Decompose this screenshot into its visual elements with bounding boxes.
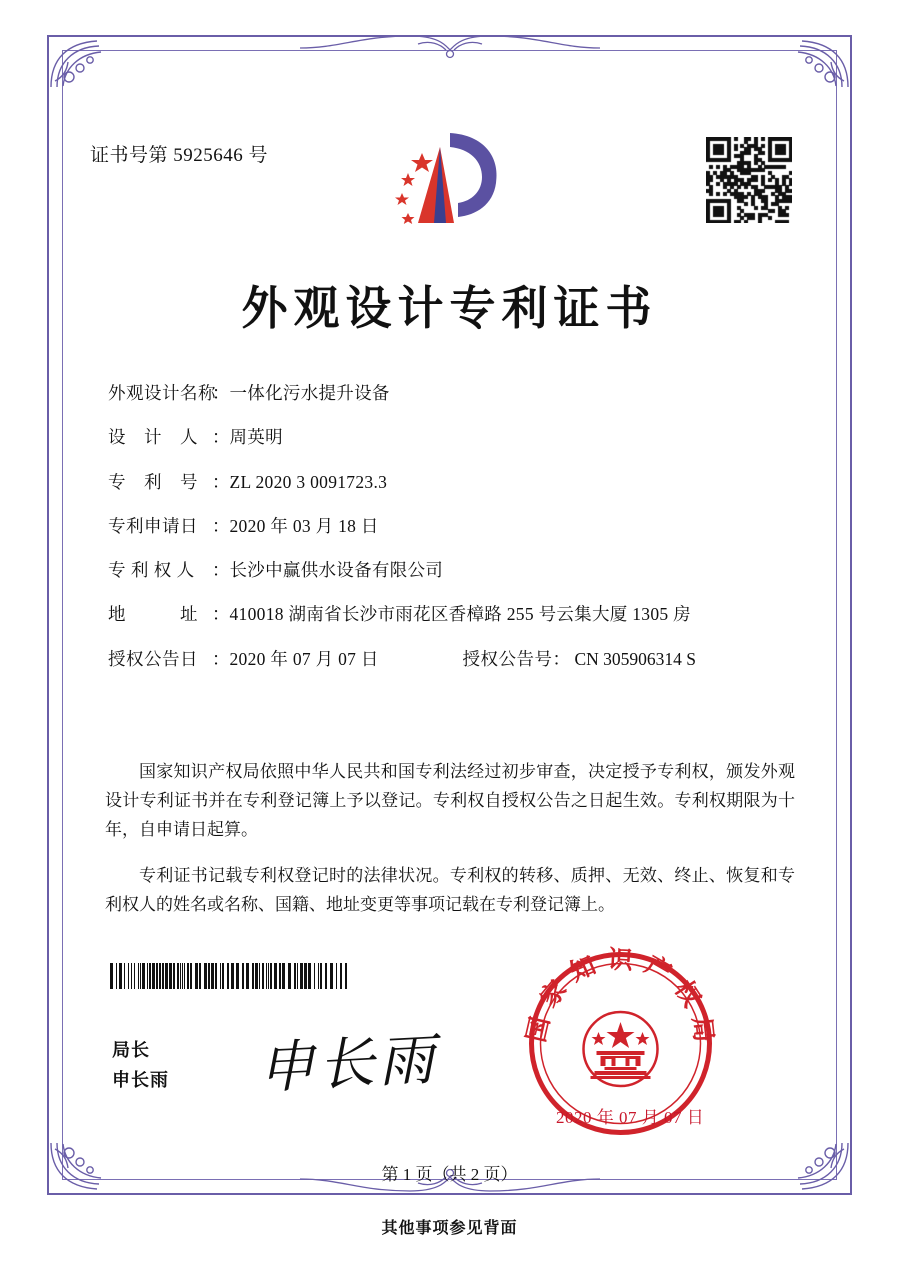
field-row-patent-number <box>108 471 808 494</box>
field-label: 专 利 权 人 <box>108 560 195 580</box>
field-colon: ： <box>212 604 230 625</box>
field-value: ZL 2020 3 0091723.3 <box>229 471 388 492</box>
signature-name: 申长雨 <box>112 1070 169 1090</box>
page-title: 外观设计专利证书 <box>241 283 658 334</box>
field-value: 410018 湖南省长沙市雨花区香樟路 255 号云集大厦 1305 房 <box>229 604 691 625</box>
field-row-patentee <box>108 559 808 582</box>
field-colon: ： <box>212 427 230 448</box>
field-colon: ： <box>212 515 230 536</box>
field-list <box>108 382 808 692</box>
field-value-announcement-number: CN 305906314 S <box>574 648 697 669</box>
footer-note: 其他事项参见背面 <box>381 1220 518 1237</box>
field-colon: ： <box>212 471 230 492</box>
field-value: 长沙中赢供水设备有限公司 <box>229 560 444 580</box>
field-label-announcement-number: 授权公告号： <box>462 648 571 669</box>
field-value: 2020 年 03 月 18 日 <box>229 515 379 536</box>
field-row-design-name <box>108 382 808 405</box>
paragraph-registry: 专利证书记载专利权登记时的法律状况。专利权的转移、质押、无效、终止、恢复和专利权人的姓名或名称、国籍、地址变更等事项记载在专利登记簿上。 <box>105 866 795 914</box>
qr-code-icon <box>706 137 792 223</box>
seal-date: 2020 年 07 月 07 日 <box>556 1108 705 1127</box>
page-number: 第 1 页（共 2 页） <box>381 1165 518 1184</box>
field-value: 一体化污水提升设备 <box>229 383 390 403</box>
field-colon: ： <box>212 648 230 669</box>
field-value: 周英明 <box>229 427 283 448</box>
field-label: 授权公告日 <box>108 648 198 669</box>
field-label: 地 址 <box>108 604 198 625</box>
field-value: 2020 年 07 月 07 日 <box>229 648 379 669</box>
field-row-designer <box>108 426 808 449</box>
paragraph-grant: 国家知识产权局依照中华人民共和国专利法经过初步审查，决定授予专利权，颁发外观设计专利证书并在专利登记簿上予以登记。专利权自授权公告之日起生效。专利权期限为十年，自申请日起算。 <box>105 762 795 839</box>
corner-ornament-top-left <box>49 37 113 89</box>
barcode <box>110 963 350 989</box>
field-label: 专 利 号 <box>108 471 198 492</box>
certificate-number: 证书号第 5925646 号 <box>90 145 269 166</box>
edge-ornament-top <box>300 34 600 64</box>
signature-block <box>112 1035 169 1095</box>
field-row-grant-announcement <box>108 648 808 671</box>
legal-text <box>105 740 795 921</box>
field-colon: ： <box>212 560 230 580</box>
field-label: 专利申请日 <box>108 515 198 536</box>
field-row-application-date <box>108 515 808 538</box>
field-label: 外观设计名称 <box>108 383 216 403</box>
handwritten-signature: 申长雨 <box>256 1029 440 1101</box>
corner-ornament-top-right <box>786 37 850 89</box>
svg-text:国家知识产权局: 国家知识产权局 <box>523 946 718 1054</box>
field-label: 设 计 人 <box>108 427 198 448</box>
field-row-address <box>108 603 808 626</box>
field-colon: ： <box>212 383 230 403</box>
cnipa-logo-icon <box>388 125 508 240</box>
signature-role: 局长 <box>112 1040 150 1060</box>
